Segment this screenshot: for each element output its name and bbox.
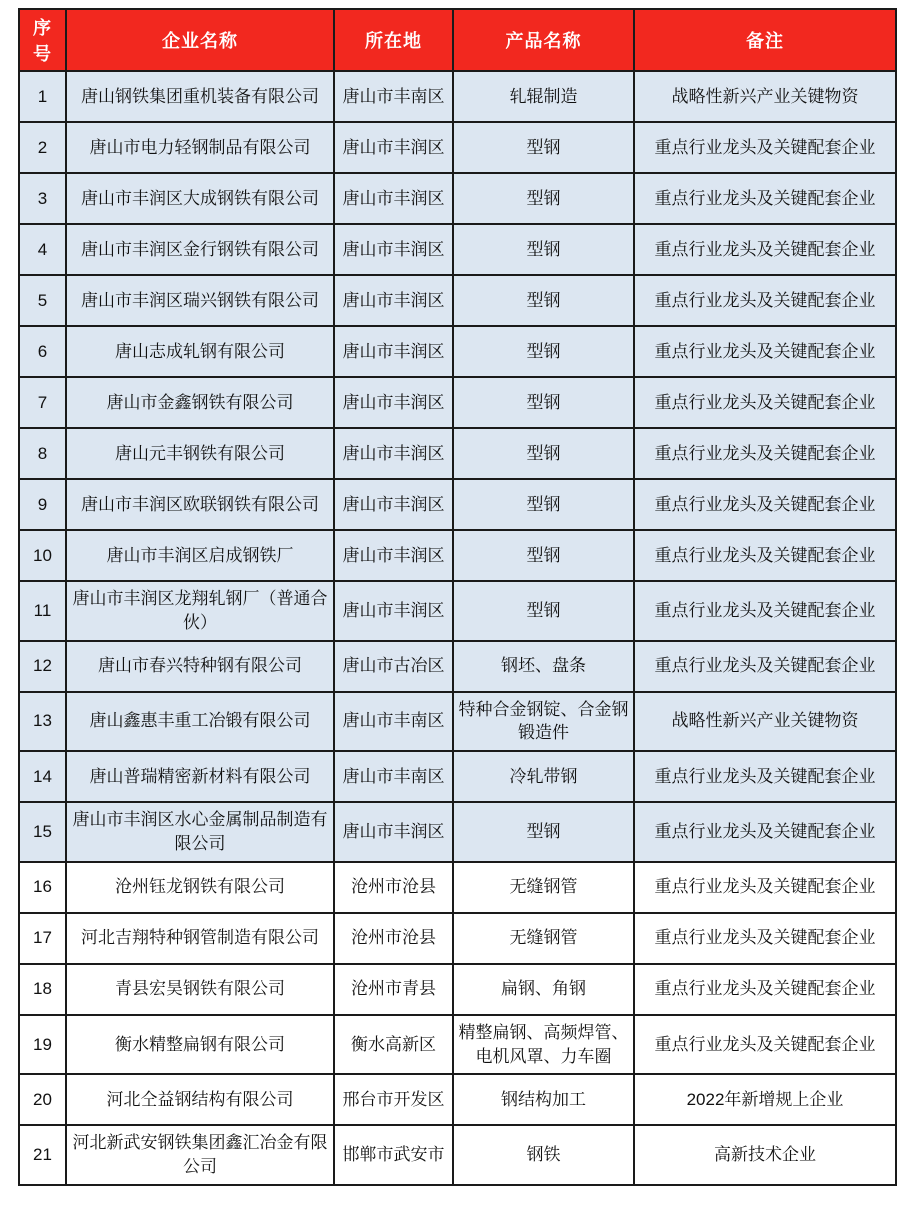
cell-location: 衡水高新区	[334, 1015, 453, 1075]
cell-location: 唐山市丰润区	[334, 581, 453, 641]
cell-index: 1	[19, 71, 66, 122]
cell-remark: 重点行业龙头及关键配套企业	[634, 581, 896, 641]
cell-company: 唐山市丰润区瑞兴钢铁有限公司	[66, 275, 334, 326]
cell-company: 唐山鑫惠丰重工冶锻有限公司	[66, 692, 334, 752]
cell-remark: 重点行业龙头及关键配套企业	[634, 913, 896, 964]
cell-remark: 重点行业龙头及关键配套企业	[634, 1015, 896, 1075]
cell-remark: 重点行业龙头及关键配套企业	[634, 224, 896, 275]
table-row	[19, 913, 896, 964]
cell-location: 邯郸市武安市	[334, 1125, 453, 1185]
cell-product: 型钢	[453, 581, 634, 641]
cell-company: 唐山志成轧钢有限公司	[66, 326, 334, 377]
cell-company: 唐山市丰润区金行钢铁有限公司	[66, 224, 334, 275]
cell-index: 21	[19, 1125, 66, 1185]
table-row	[19, 1015, 896, 1075]
table-row	[19, 964, 896, 1015]
cell-index: 9	[19, 479, 66, 530]
table-row	[19, 641, 896, 692]
column-header-index: 序号	[19, 9, 66, 71]
cell-company: 唐山普瑞精密新材料有限公司	[66, 751, 334, 802]
table-row	[19, 377, 896, 428]
cell-remark: 高新技术企业	[634, 1125, 896, 1185]
cell-index: 7	[19, 377, 66, 428]
cell-location: 唐山市丰润区	[334, 479, 453, 530]
cell-product: 无缝钢管	[453, 862, 634, 913]
cell-company: 唐山钢铁集团重机装备有限公司	[66, 71, 334, 122]
table-header	[19, 9, 896, 71]
cell-product: 钢坯、盘条	[453, 641, 634, 692]
table-row	[19, 802, 896, 862]
cell-company: 唐山市丰润区龙翔轧钢厂（普通合伙）	[66, 581, 334, 641]
cell-remark: 重点行业龙头及关键配套企业	[634, 964, 896, 1015]
cell-index: 10	[19, 530, 66, 581]
cell-location: 沧州市青县	[334, 964, 453, 1015]
cell-company: 河北新武安钢铁集团鑫汇冶金有限公司	[66, 1125, 334, 1185]
cell-location: 唐山市丰润区	[334, 224, 453, 275]
column-header-product: 产品名称	[453, 9, 634, 71]
column-header-remark: 备注	[634, 9, 896, 71]
cell-index: 17	[19, 913, 66, 964]
cell-remark: 战略性新兴产业关键物资	[634, 692, 896, 752]
cell-company: 衡水精整扁钢有限公司	[66, 1015, 334, 1075]
cell-location: 唐山市丰润区	[334, 326, 453, 377]
enterprise-table	[18, 8, 897, 1186]
cell-location: 沧州市沧县	[334, 913, 453, 964]
cell-remark: 重点行业龙头及关键配套企业	[634, 751, 896, 802]
table-row	[19, 581, 896, 641]
cell-product: 型钢	[453, 479, 634, 530]
table-body	[19, 71, 896, 1185]
cell-index: 4	[19, 224, 66, 275]
cell-product: 扁钢、角钢	[453, 964, 634, 1015]
table-row	[19, 428, 896, 479]
cell-location: 唐山市丰南区	[334, 71, 453, 122]
cell-remark: 重点行业龙头及关键配套企业	[634, 802, 896, 862]
cell-location: 唐山市丰南区	[334, 692, 453, 752]
cell-company: 唐山市丰润区欧联钢铁有限公司	[66, 479, 334, 530]
cell-location: 邢台市开发区	[334, 1074, 453, 1125]
table-row	[19, 751, 896, 802]
header-row	[19, 9, 896, 71]
cell-product: 型钢	[453, 326, 634, 377]
cell-index: 11	[19, 581, 66, 641]
cell-company: 河北仝益钢结构有限公司	[66, 1074, 334, 1125]
cell-location: 唐山市丰南区	[334, 751, 453, 802]
table-row	[19, 275, 896, 326]
cell-remark: 重点行业龙头及关键配套企业	[634, 428, 896, 479]
cell-index: 18	[19, 964, 66, 1015]
cell-index: 2	[19, 122, 66, 173]
cell-product: 型钢	[453, 173, 634, 224]
cell-index: 14	[19, 751, 66, 802]
cell-company: 唐山市丰润区大成钢铁有限公司	[66, 173, 334, 224]
table-row	[19, 173, 896, 224]
cell-location: 唐山市丰润区	[334, 377, 453, 428]
table-row	[19, 122, 896, 173]
cell-location: 唐山市丰润区	[334, 802, 453, 862]
cell-product: 型钢	[453, 428, 634, 479]
cell-company: 唐山市丰润区水心金属制品制造有限公司	[66, 802, 334, 862]
cell-product: 特种合金钢锭、合金钢锻造件	[453, 692, 634, 752]
cell-index: 19	[19, 1015, 66, 1075]
cell-index: 16	[19, 862, 66, 913]
cell-product: 精整扁钢、高频焊管、电机风罩、力车圈	[453, 1015, 634, 1075]
cell-company: 唐山元丰钢铁有限公司	[66, 428, 334, 479]
cell-location: 唐山市丰润区	[334, 428, 453, 479]
cell-index: 13	[19, 692, 66, 752]
cell-remark: 重点行业龙头及关键配套企业	[634, 122, 896, 173]
column-header-location: 所在地	[334, 9, 453, 71]
cell-location: 唐山市丰润区	[334, 122, 453, 173]
cell-location: 唐山市丰润区	[334, 530, 453, 581]
table-row	[19, 326, 896, 377]
cell-product: 型钢	[453, 275, 634, 326]
table-row	[19, 530, 896, 581]
cell-product: 型钢	[453, 530, 634, 581]
cell-product: 钢结构加工	[453, 1074, 634, 1125]
cell-index: 6	[19, 326, 66, 377]
cell-company: 唐山市电力轻钢制品有限公司	[66, 122, 334, 173]
cell-location: 唐山市丰润区	[334, 173, 453, 224]
cell-product: 钢铁	[453, 1125, 634, 1185]
cell-product: 型钢	[453, 224, 634, 275]
cell-location: 唐山市丰润区	[334, 275, 453, 326]
cell-index: 15	[19, 802, 66, 862]
cell-index: 12	[19, 641, 66, 692]
cell-product: 无缝钢管	[453, 913, 634, 964]
cell-company: 唐山市春兴特种钢有限公司	[66, 641, 334, 692]
table-row	[19, 1074, 896, 1125]
cell-location: 唐山市古冶区	[334, 641, 453, 692]
cell-index: 5	[19, 275, 66, 326]
cell-product: 轧辊制造	[453, 71, 634, 122]
cell-index: 3	[19, 173, 66, 224]
cell-location: 沧州市沧县	[334, 862, 453, 913]
cell-remark: 重点行业龙头及关键配套企业	[634, 641, 896, 692]
cell-company: 青县宏昊钢铁有限公司	[66, 964, 334, 1015]
cell-product: 型钢	[453, 122, 634, 173]
cell-remark: 重点行业龙头及关键配套企业	[634, 173, 896, 224]
cell-remark: 重点行业龙头及关键配套企业	[634, 326, 896, 377]
table-row	[19, 224, 896, 275]
cell-company: 河北吉翔特种钢管制造有限公司	[66, 913, 334, 964]
table-row	[19, 479, 896, 530]
cell-remark: 重点行业龙头及关键配套企业	[634, 377, 896, 428]
table-row	[19, 1125, 896, 1185]
cell-product: 型钢	[453, 377, 634, 428]
column-header-company: 企业名称	[66, 9, 334, 71]
table-row	[19, 71, 896, 122]
cell-remark: 重点行业龙头及关键配套企业	[634, 530, 896, 581]
cell-remark: 重点行业龙头及关键配套企业	[634, 862, 896, 913]
cell-remark: 重点行业龙头及关键配套企业	[634, 479, 896, 530]
cell-company: 沧州钰龙钢铁有限公司	[66, 862, 334, 913]
cell-product: 型钢	[453, 802, 634, 862]
table-row	[19, 862, 896, 913]
cell-index: 8	[19, 428, 66, 479]
cell-company: 唐山市丰润区启成钢铁厂	[66, 530, 334, 581]
table-row	[19, 692, 896, 752]
cell-company: 唐山市金鑫钢铁有限公司	[66, 377, 334, 428]
cell-remark: 重点行业龙头及关键配套企业	[634, 275, 896, 326]
cell-index: 20	[19, 1074, 66, 1125]
cell-remark: 2022年新增规上企业	[634, 1074, 896, 1125]
cell-product: 冷轧带钢	[453, 751, 634, 802]
cell-remark: 战略性新兴产业关键物资	[634, 71, 896, 122]
